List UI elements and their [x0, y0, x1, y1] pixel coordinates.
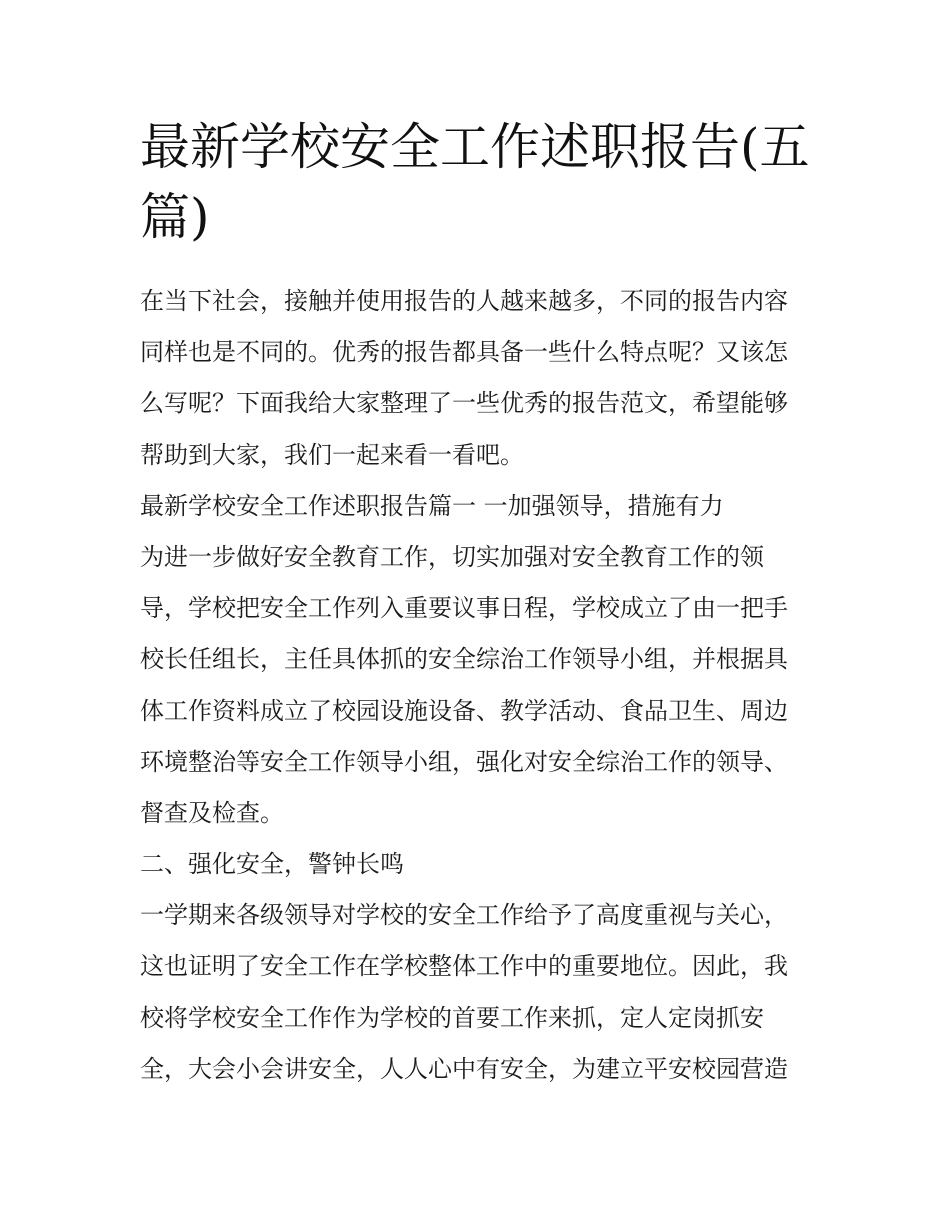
- text-line: 校将学校安全工作作为学校的首要工作来抓，定人定岗抓安: [140, 1003, 764, 1032]
- text-line: 这也证明了安全工作在学校整体工作中的重要地位。因此，我: [140, 952, 788, 981]
- text-line: 帮助到大家，我们一起来看一看吧。: [140, 440, 524, 469]
- section-heading: 二、强化安全，警钟长鸣: [140, 850, 404, 879]
- text-line: 全，大会小会讲安全，人人心中有安全，为建立平安校园营造: [140, 1054, 788, 1083]
- text-line: 导，学校把安全工作列入重要议事日程，学校成立了由一把手: [140, 594, 788, 623]
- text-line: 校长任组长，主任具体抓的安全综治工作领导小组，并根据具: [140, 645, 788, 674]
- text-line: 环境整治等安全工作领导小组，强化对安全综治工作的领导、: [140, 747, 788, 776]
- text-line: 一学期来各级领导对学校的安全工作给予了高度重视与关心，: [140, 901, 788, 930]
- text-line: 体工作资料成立了校园设施设备、教学活动、食品卫生、周边: [140, 696, 788, 725]
- document-title: 最新学校安全工作述职报告(五篇): [140, 118, 810, 246]
- text-line: 为进一步做好安全教育工作，切实加强对安全教育工作的领: [140, 542, 764, 571]
- section-heading: 最新学校安全工作述职报告篇一 一加强领导，措施有力: [140, 491, 724, 520]
- text-line: 同样也是不同的。优秀的报告都具备一些什么特点呢？又该怎: [140, 338, 788, 367]
- text-line: 么写呢？下面我给大家整理了一些优秀的报告范文，希望能够: [140, 389, 788, 418]
- text-line: 在当下社会，接触并使用报告的人越来越多，不同的报告内容: [140, 287, 788, 315]
- text-line: 督查及检查。: [140, 798, 284, 827]
- document-body: [140, 276, 812, 1095]
